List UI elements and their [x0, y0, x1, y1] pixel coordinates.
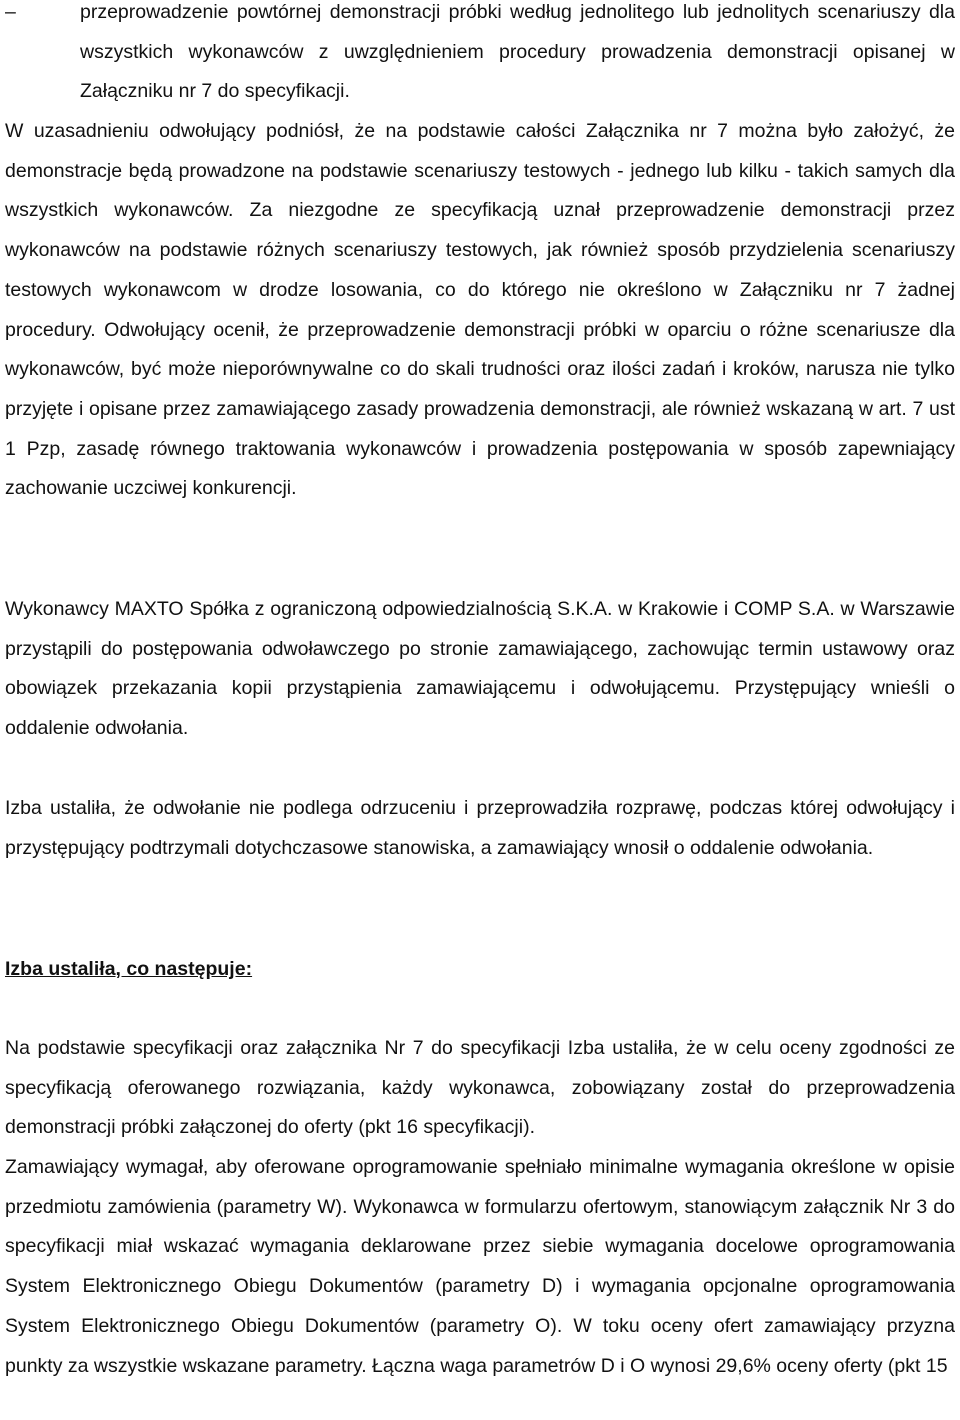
bullet-item — [5, 0, 955, 112]
paragraph-przystapienie: Wykonawcy MAXTO Spółka z ograniczoną odpowiedzialnością S.K.A. w Krakowie i COMP S.A. w Warszawie przystąpili do postępowania odwoławczego po stronie zamawiającego, zachowując termin ustawowy oraz obowiązek przekazania kopii przystąpienia zamawiającemu i odwołującemu. Przystępujący wnieśli o oddalenie odwołania. — [5, 598, 955, 740]
dash-bullet-icon: – — [5, 1, 16, 23]
paragraph-rozprawa: Izba ustaliła, że odwołanie nie podlega odrzuceniu i przeprowadziła rozprawę, podczas której odwołujący i przystępujący podtrzymali dotychczasowe stanowiska, a zamawiający wnosił o oddalenie odwołania. — [5, 797, 955, 859]
bullet-text: przeprowadzenie powtórnej demonstracji próbki według jednolitego lub jednolitych scenariuszy dla wszystkich wykonawców z uwzględnieniem procedury prowadzenia demonstracji opisanej w Załączniku nr 7 do specyfikacji. — [80, 1, 955, 103]
paragraph-wymagania: Zamawiający wymagał, aby oferowane oprogramowanie spełniało minimalne wymagania określone w opisie przedmiotu zamówienia (parametry W). Wykonawca w formularzu ofertowym, stanowiącym załącznik Nr 3 do specyfikacji miał wskazać wymagania deklarowane przez siebie wymagania docelowe oprogramowania System Elektronicznego Obiegu Dokumentów (parametry D) i wymagania opcjonalne oprogramowania System Elektronicznego Obiegu Dokumentów (parametry O). W toku oceny ofert zamawiający przyzna punkty za wszystkie wskazane parametry. Łączna waga parametrów D i O wynosi 29,6% oceny oferty (pkt 15 — [5, 1156, 955, 1377]
section-heading: Izba ustaliła, co następuje: — [5, 958, 253, 980]
paragraph-uzasadnienie: W uzasadnieniu odwołujący podniósł, że na podstawie całości Załącznika nr 7 można było założyć, że demonstracje będą prowadzone na podstawie scenariuszy testowych - jednego lub kilku - takich samych dla wszystkich wykonawców. Za niezgodne ze specyfikacją uznał przeprowadzenie demonstracji przez wykonawców na podstawie różnych scenariuszy testowych, jak również sposób przydzielenia scenariuszy testowych wykonawcom w drodze losowania, co do którego nie określono w Załączniku nr 7 żadnej procedury. Odwołujący ocenił, że przeprowadzenie demonstracji próbki w oparciu o różne scenariusze dla wykonawców, być może nieporównywalne co do skali trudności oraz ilości zadań i kroków, narusza nie tylko przyjęte i opisane przez zamawiającego zasady prowadzenia demonstracji, ale również wskazaną w art. 7 ust 1 Pzp, zasadę równego traktowania wykonawców i prowadzenia postępowania w sposób zapewniający zachowanie uczciwej konkurencji. — [5, 120, 955, 500]
paragraph-ustalenia: Na podstawie specyfikacji oraz załącznika Nr 7 do specyfikacji Izba ustaliła, że w celu oceny zgodności ze specyfikacją oferowanego rozwiązania, każdy wykonawca, zobowiązany został do przeprowadzenia demonstracji próbki załączonej do oferty (pkt 16 specyfikacji). — [5, 1037, 955, 1139]
